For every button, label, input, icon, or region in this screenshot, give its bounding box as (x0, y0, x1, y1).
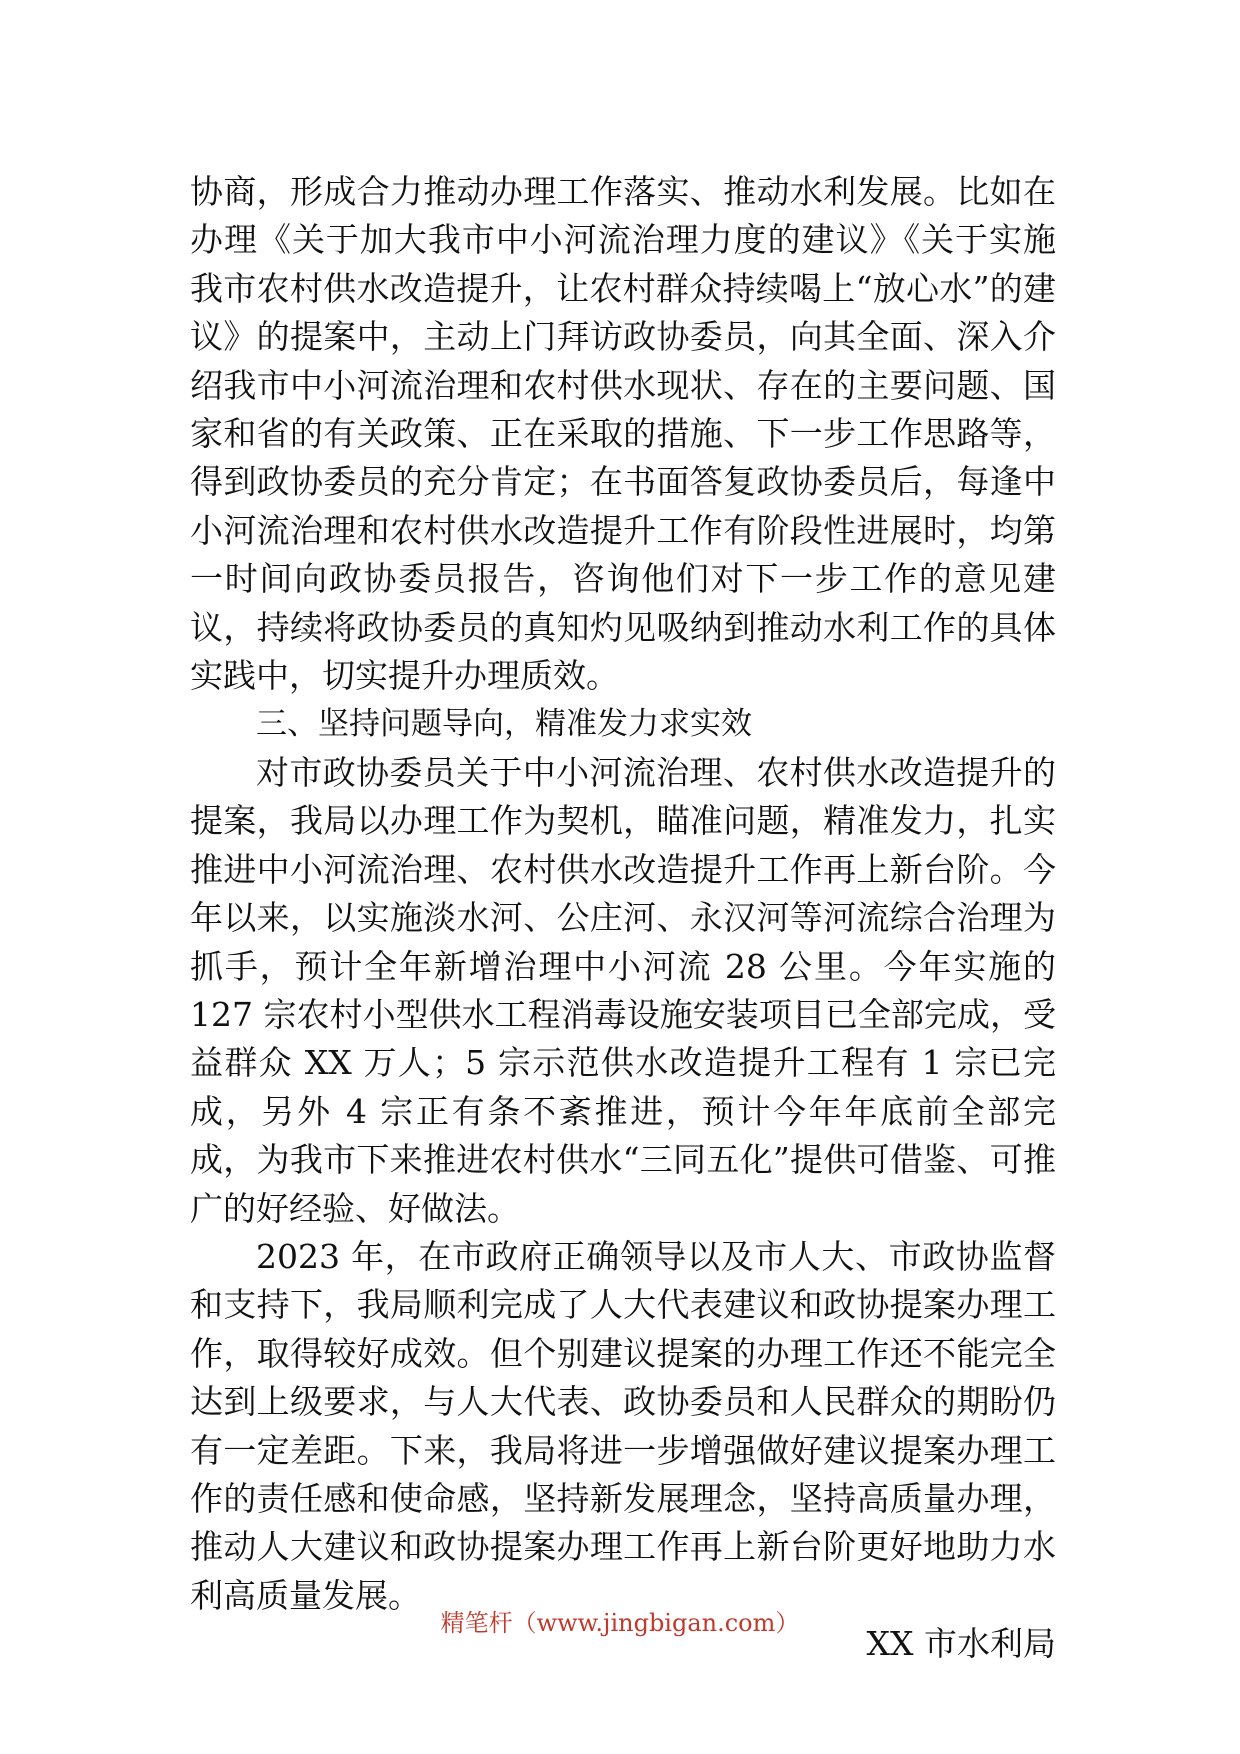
section-heading: 三、坚持问题导向，精准发力求实效 (256, 706, 752, 743)
paragraph-problem-oriented: 对市政协委员关于中小河流治理、农村供水改造提升的提案，我局以办理工作为契机，瞄准问题，精准发力，扎实推进中小河流治理、农村供水改造提升工作再上新台阶。今年以来，以实施淡水河、公庄河、永汉河等河流综合治理为抓手，预计全年新增治理中小河流 28 公里。今年实施的 127 宗农村小型供水工程消毒设施安装项目已全部完成，受益群众 XX 万人；5 宗示范供水改造提升工程有 1 宗已完成，另外 4 宗正有条不紊推进，预计今年年底前全部完成，为我市下来推进农村供水“三同五化”提供可借鉴、可推广的好经验、好做法。 (190, 752, 1056, 1228)
paragraph-summary-2023: 2023 年，在市政府正确领导以及市人大、市政协监督和支持下，我局顺利完成了人大代表建议和政协提案办理工作，取得较好成效。但个别建议提案的办理工作还不能完全达到上级要求，与人大代表、政协委员和人民群众的期盼仍有一定差距。下来，我局将进一步增强做好建议提案办理工作的责任感和使命感，坚持新发展理念，坚持高质量办理，推动人大建议和政协提案办理工作再上新台阶更好地助力水利高质量发展。 (190, 1236, 1056, 1615)
footer-watermark: 精笔杆（www.jingbigan.com） (440, 1609, 800, 1637)
document-body (190, 168, 1056, 1669)
paragraph-continuation: 协商，形成合力推动办理工作落实、推动水利发展。比如在办理《关于加大我市中小河流治理力度的建议》《关于实施我市农村供水改造提升，让农村群众持续喝上“放心水”的建议》的提案中，主动上门拜访政协委员，向其全面、深入介绍我市中小河流治理和农村供水现状、存在的主要问题、国家和省的有关政策、正在采取的措施、下一步工作思路等，得到政协委员的充分肯定；在书面答复政协委员后，每逢中小河流治理和农村供水改造提升工作有阶段性进展时，均第一时间向政协委员报告，咨询他们对下一步工作的意见建议，持续将政协委员的真知灼见吸纳到推动水利工作的具体实践中，切实提升办理质效。 (190, 172, 1056, 696)
signature: XX 市水利局 (866, 1624, 1056, 1664)
